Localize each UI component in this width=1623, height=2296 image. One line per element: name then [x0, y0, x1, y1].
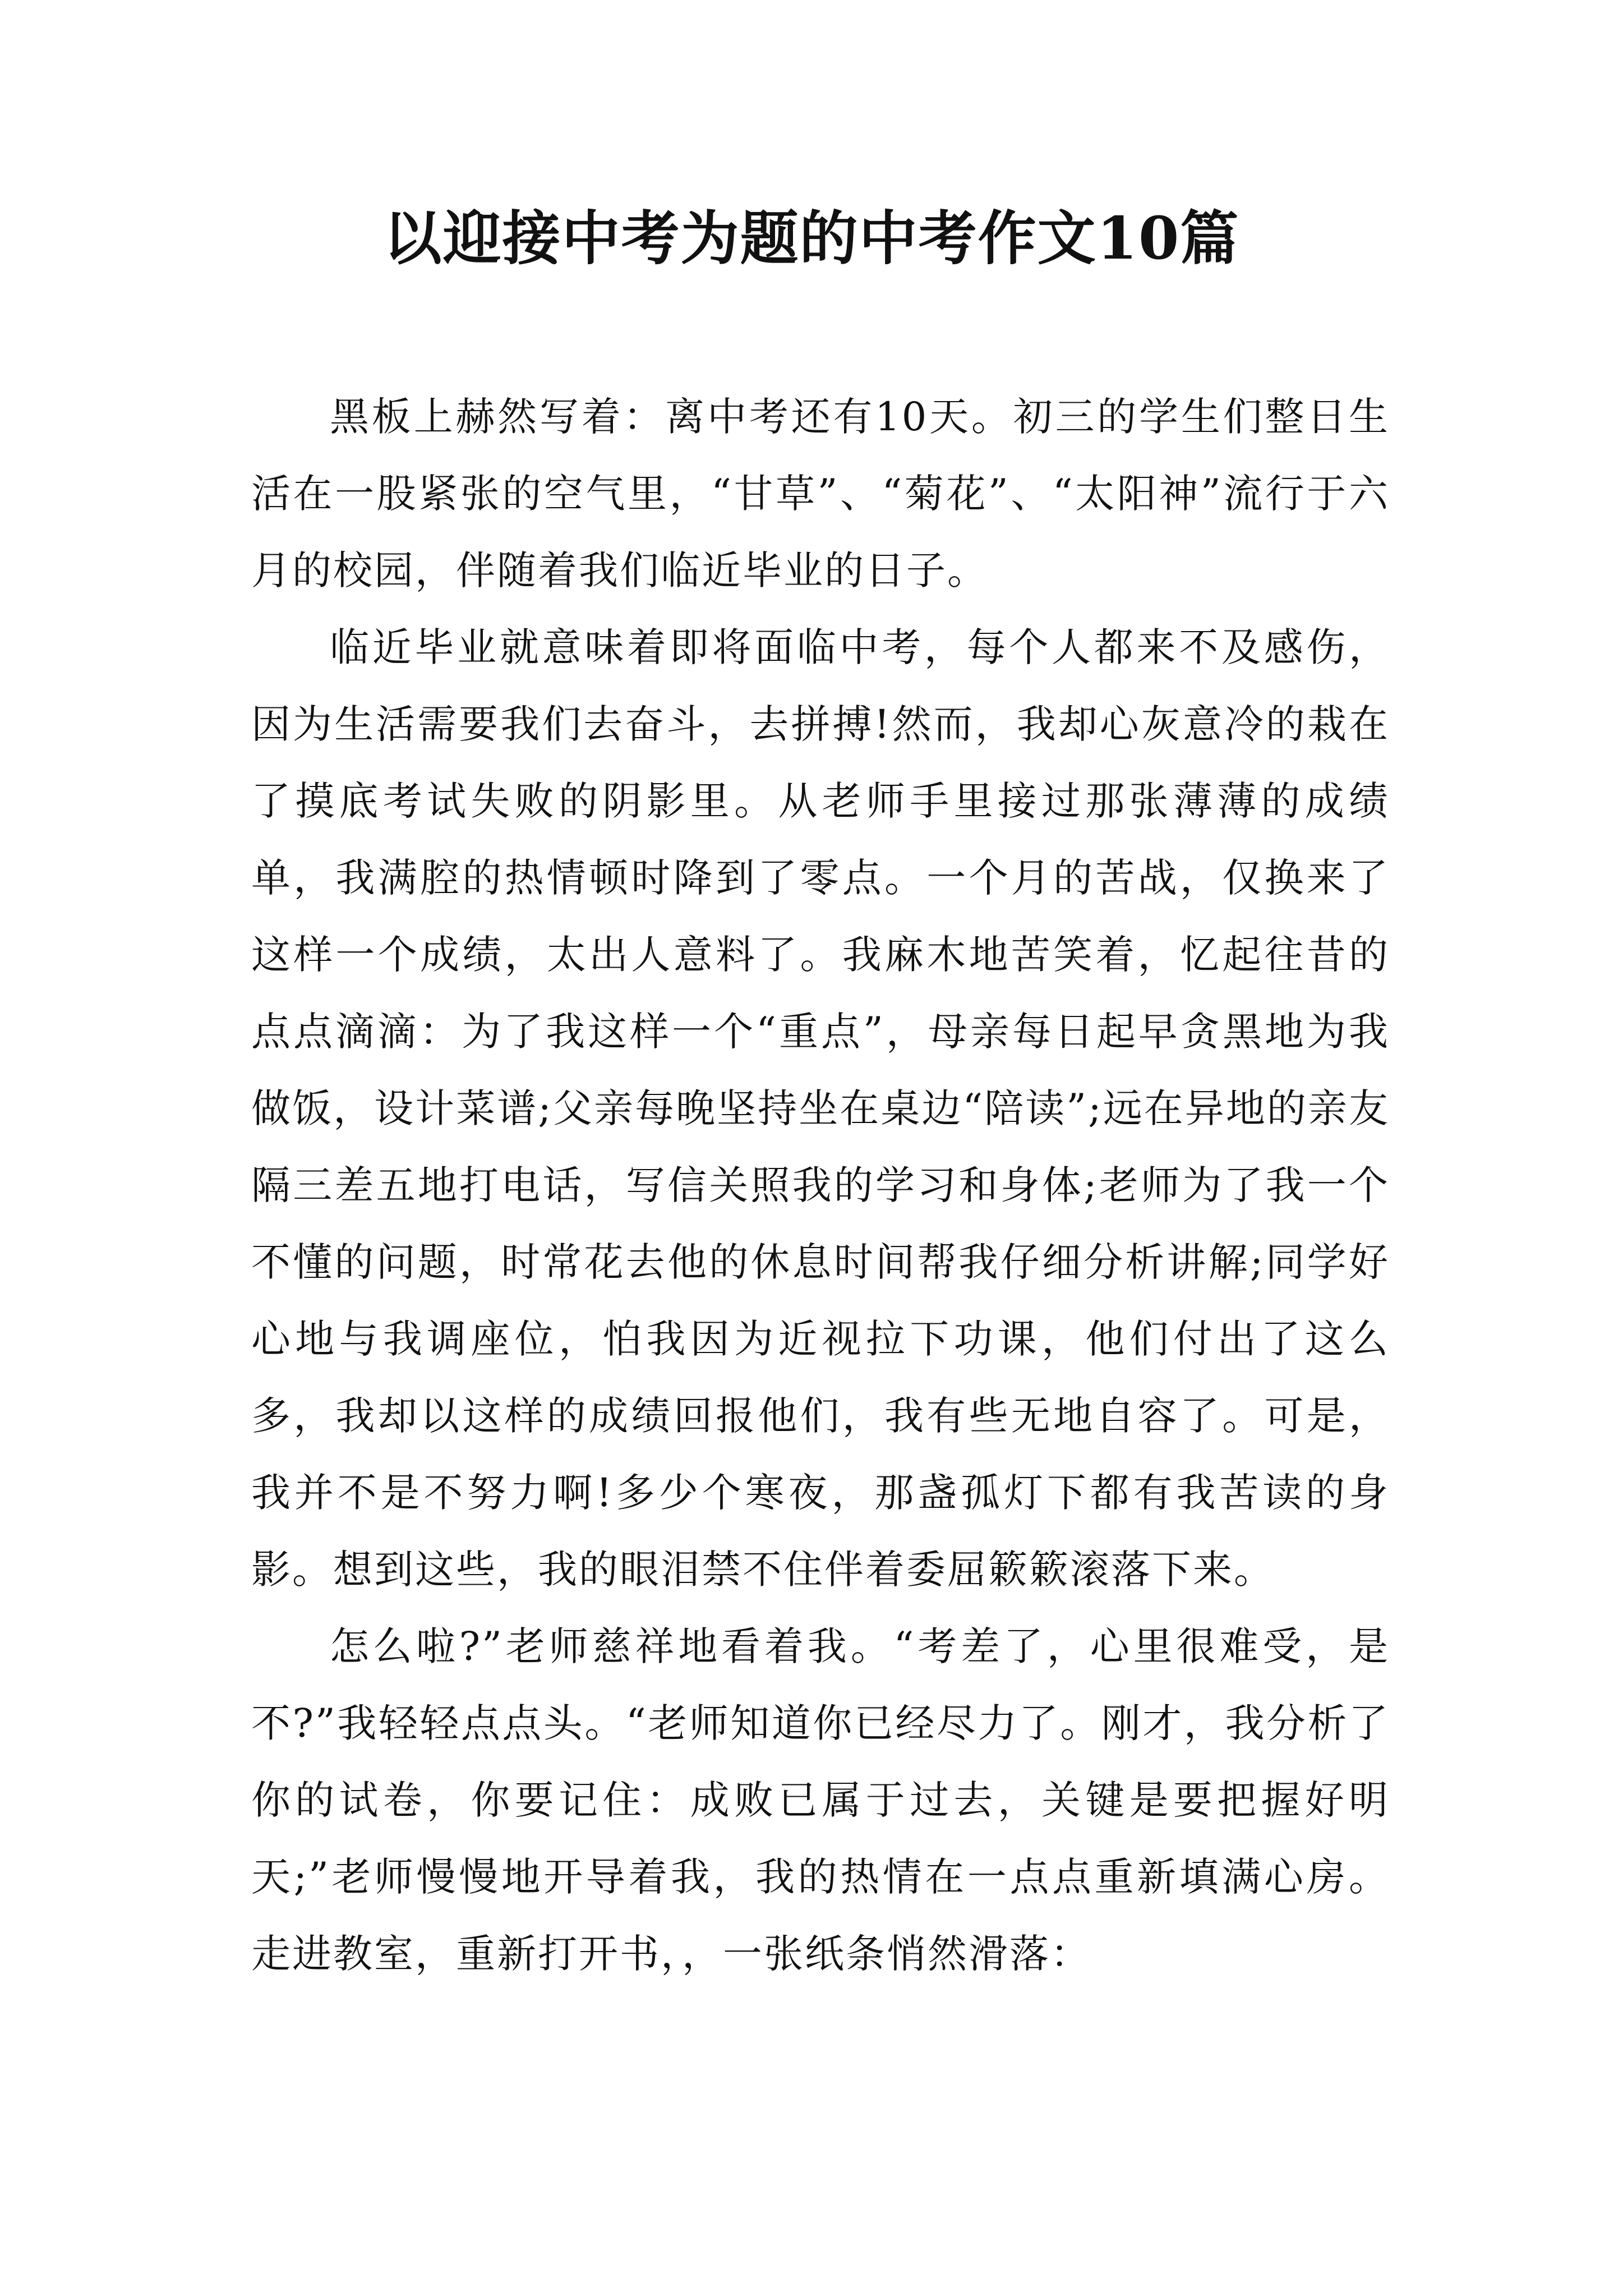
document-title: 以迎接中考为题的中考作文10篇 [383, 204, 1240, 273]
paragraph-2: 临近毕业就意味着即将面临中考，每个人都来不及感伤，因为生活需要我们去奋斗，去拼搏!然而，我却心灰意冷的栽在了摸底考试失败的阴影里。从老师手里接过那张薄薄的成绩单，我满腔的热情顿时降到了零点。一个月的苦战，仅换来了这样一个成绩，太出人意料了。我麻木地苦笑着，忆起往昔的点点滴滴：为了我这样一个“重点”，母亲每日起早贪黑地为我做饭，设计菜谱;父亲每晚坚持坐在桌边“陪读”;远在异地的亲友隔三差五地打电话，写信关照我的学习和身体;老师为了我一个不懂的问题，时常花去他的休息时间帮我仔细分析讲解;同学好心地与我调座位，怕我因为近视拉下功课，他们付出了这么多，我却以这样的成绩回报他们，我有些无地自容了。可是，我并不是不努力啊!多少个寒夜，那盏孤灯下都有我苦读的身影。想到这些，我的眼泪禁不住伴着委屈簌簌滚落下来。 [251, 624, 1390, 1593]
paragraph-3: 怎么啦?”老师慈祥地看着我。“考差了，心里很难受，是不?”我轻轻点点头。“老师知道你已经尽力了。刚才，我分析了你的试卷，你要记住：成败已属于过去，关键是要把握好明天;”老师慢慢地开导着我，我的热情在一点点重新填满心房。走进教室，重新打开书，，一张纸条悄然滑落： [251, 1623, 1390, 1977]
paragraph-1: 黑板上赫然写着：离中考还有10天。初三的学生们整日生活在一股紧张的空气里，“甘草”、“菊花”、“太阳神”流行于六月的校园，伴随着我们临近毕业的日子。 [251, 394, 1390, 593]
document-body [251, 379, 1390, 1993]
